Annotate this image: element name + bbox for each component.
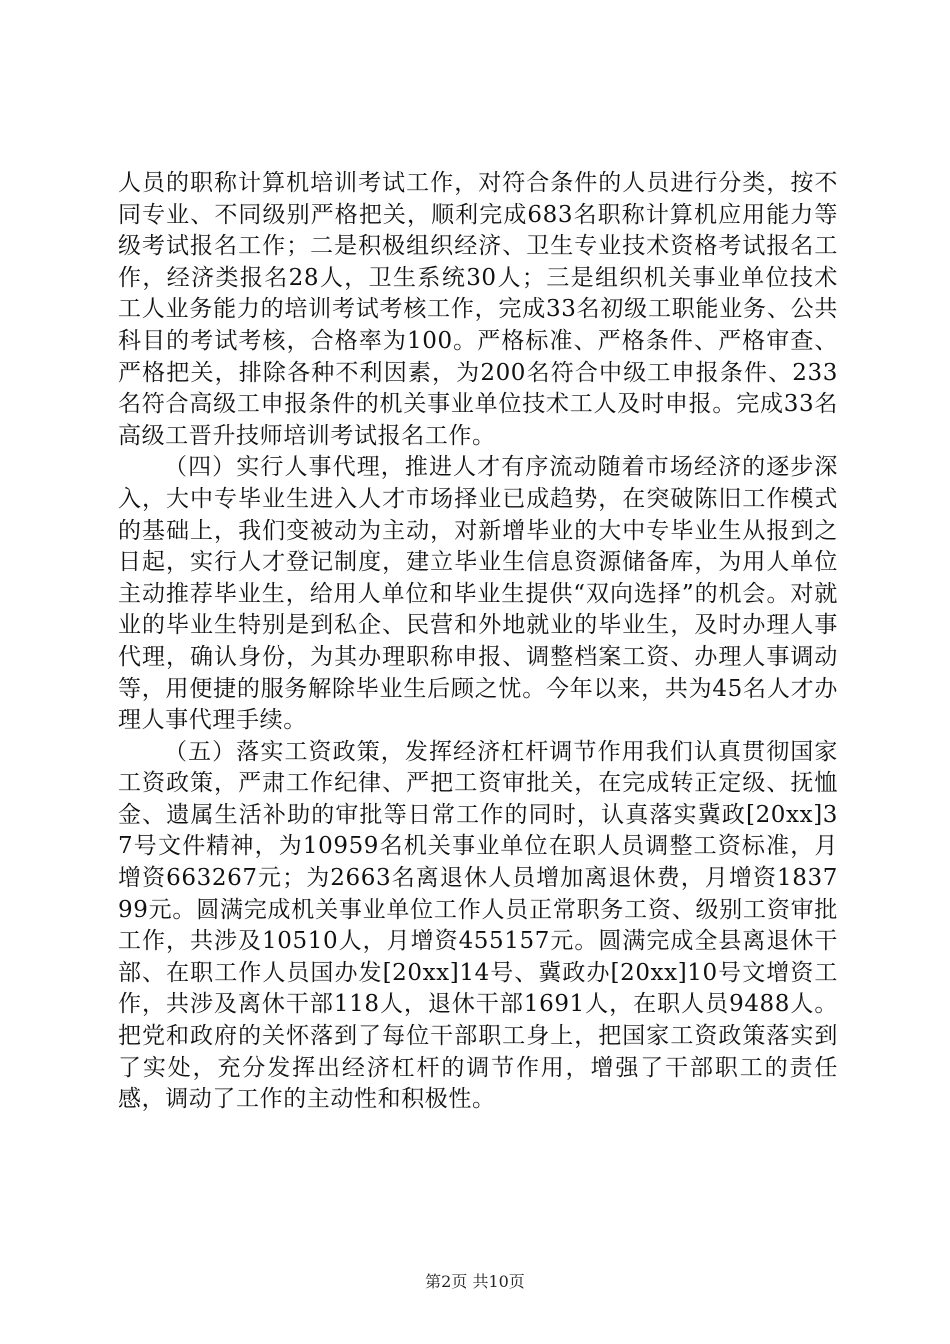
document-body — [118, 168, 838, 1116]
paragraph-personnel-agency: （四）实行人事代理，推进人才有序流动随着市场经济的逐步深入，大中专毕业生进入人才市场择业已成趋势，在突破陈旧工作模式的基础上，我们变被动为主动，对新增毕业的大中专毕业生从报到之日起，实行人才登记制度，建立毕业生信息资源储备库，为用人单位主动推荐毕业生，给用人单位和毕业生提供“双向选择”的机会。对就业的毕业生特别是到私企、民营和外地就业的毕业生，及时办理人事代理，确认身份，为其办理职称申报、调整档案工资、办理人事调动等，用便捷的服务解除毕业生后顾之忧。今年以来，共为45名人才办理人事代理手续。 — [118, 454, 838, 734]
page-number-footer: 第2页 共10页 — [425, 1272, 525, 1291]
paragraph-wage-policy: （五）落实工资政策，发挥经济杠杆调节作用我们认真贯彻国家工资政策，严肃工作纪律、严把工资审批关，在完成转正定级、抚恤金、遗属生活补助的审批等日常工作的同时，认真落实冀政[20xx]37号文件精神，为10959名机关事业单位在职人员调整工资标准，月增资663267元；为2663名离退休人员增加离退休费，月增资183799元。圆满完成机关事业单位工作人员正常职务工资、级别工资审批工作，共涉及10510人，月增资455157元。圆满完成全县离退休干部、在职工作人员国办发[20xx]14号、冀政办[20xx]10号文增资工作，共涉及离休干部118人，退休干部1691人，在职人员9488人。把党和政府的关怀落到了每位干部职工身上，把国家工资政策落实到了实处，充分发挥出经济杠杆的调节作用，增强了干部职工的责任感，调动了工作的主动性和积极性。 — [118, 738, 838, 1113]
paragraph-qualification-exams: 人员的职称计算机培训考试工作，对符合条件的人员进行分类，按不同专业、不同级别严格把关，顺利完成683名职称计算机应用能力等级考试报名工作；二是积极组织经济、卫生专业技术资格考试报名工作，经济类报名28人，卫生系统30人；三是组织机关事业单位技术工人业务能力的培训考试考核工作，完成33名初级工职能业务、公共科目的考试考核，合格率为100。严格标准、严格条件、严格审查、严格把关，排除各种不利因素，为200名符合中级工申报条件、233名符合高级工申报条件的机关事业单位技术工人及时申报。完成33名高级工晋升技师培训考试报名工作。 — [118, 170, 838, 449]
